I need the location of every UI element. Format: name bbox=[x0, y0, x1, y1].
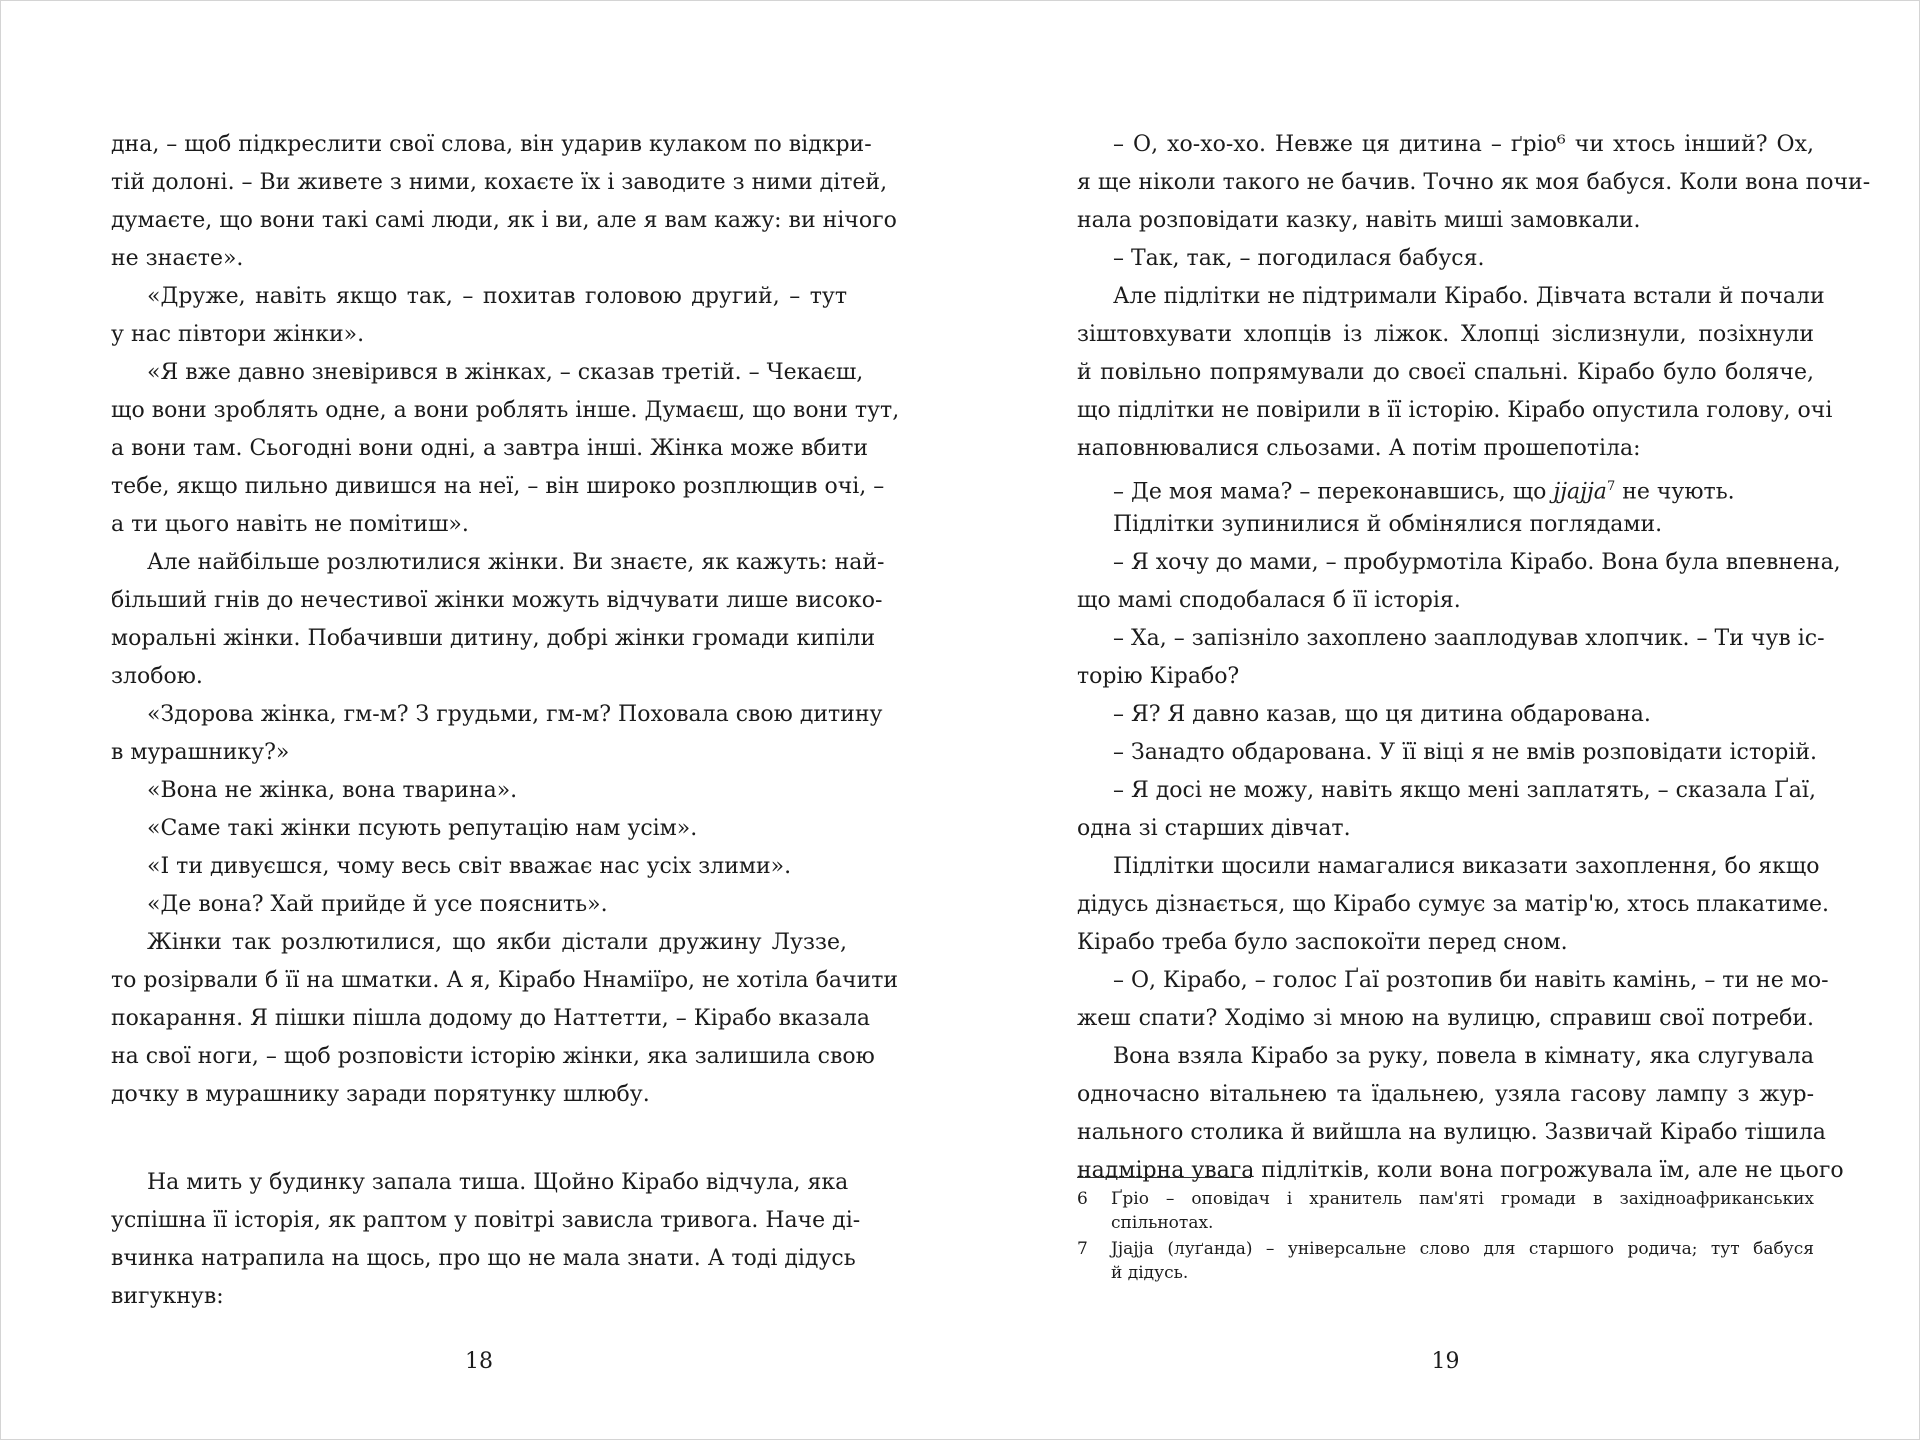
line-text: – Де моя мама? – переконавшись, що bbox=[1113, 479, 1554, 505]
left-page-text-line: а ти цього навіть не помітиш». bbox=[111, 512, 469, 537]
right-page-text-line: – Я? Я давно казав, що ця дитина обдарована. bbox=[1113, 702, 1651, 727]
right-page-text-line: – Так, так, – погодилася бабуся. bbox=[1113, 246, 1485, 271]
footnote bbox=[1077, 1237, 1814, 1262]
left-page-text-line: на свої ноги, – щоб розповісти історію жінки, яка залишила свою bbox=[111, 1044, 875, 1069]
right-page-text-line: дідусь дізнається, що Кірабо сумує за матір'ю, хтось плакатиме. bbox=[1077, 892, 1829, 917]
page-number-right: 19 bbox=[1431, 1349, 1460, 1374]
left-page-text-line: то розірвали б її на шматки. А я, Кірабо Ннаміїро, не хотіла бачити bbox=[111, 968, 899, 993]
left-page-text-line: Жінки так розлютилися, що якби дістали дружину Луззе, bbox=[147, 930, 847, 955]
left-page-text-line: дна, – щоб підкреслити свої слова, він ударив кулаком по відкри- bbox=[111, 132, 872, 157]
left-page-text-line: у нас півтори жінки». bbox=[111, 322, 365, 347]
footnote-continuation bbox=[1077, 1261, 1814, 1286]
right-page-text-line: – Занадто обдарована. У її віці я не вмів розповідати історій. bbox=[1113, 740, 1818, 765]
right-page-text-line: – Я досі не можу, навіть якщо мені заплатять, – сказала Ґаї, bbox=[1113, 778, 1816, 803]
left-page-text-line: «І ти дивуєшся, чому весь світ вважає нас усіх злими». bbox=[147, 854, 792, 879]
right-page-text-line: жеш спати? Ходімо зі мною на вулицю, справиш свої потреби. bbox=[1077, 1006, 1814, 1031]
left-page-text-line: вчинка натрапила на щось, про що не мала знати. А тоді дідусь bbox=[111, 1246, 856, 1271]
left-page-text-line: «Здорова жінка, гм-м? З грудьми, гм-м? Поховала свою дитину bbox=[147, 702, 883, 727]
left-page-text-line: злобою. bbox=[111, 664, 203, 689]
left-page-text-line: тебе, якщо пильно дивишся на неї, – він широко розплющив очі, – bbox=[111, 474, 885, 499]
footnote-text: спільнотах. bbox=[1111, 1213, 1214, 1233]
left-page-text-line: успішна її історія, як раптом у повітрі зависла тривога. Наче ді- bbox=[111, 1208, 861, 1233]
left-page-text-line: а вони там. Сьогодні вони одні, а завтра інші. Жінка може вбити bbox=[111, 436, 869, 461]
footnote-continuation bbox=[1077, 1211, 1814, 1236]
left-page bbox=[111, 1, 900, 1439]
left-page-text-line: тій долоні. – Ви живете з ними, кохаєте їх і заводите з ними дітей, bbox=[111, 170, 888, 195]
right-page-text-line: – Я хочу до мами, – пробурмотіла Кірабо. Вона була впевнена, bbox=[1113, 550, 1841, 575]
left-page-text-line: «Де вона? Хай прийде й усе пояснить». bbox=[147, 892, 608, 917]
footnote-reference: 7 bbox=[1606, 479, 1616, 494]
footnote-text: Ґріо – оповідач і хранитель пам'яті громади в західноафриканських bbox=[1111, 1189, 1814, 1209]
right-page-text-line: нального столика й вийшла на вулицю. Зазвичай Кірабо тішила bbox=[1077, 1120, 1826, 1145]
left-page-text-line: більший гнів до нечестивої жінки можуть відчувати лише високо- bbox=[111, 588, 883, 613]
left-page-text-line: Але найбільше розлютилися жінки. Ви знаєте, як кажуть: най- bbox=[147, 550, 885, 575]
right-page-text-line: торію Кірабо? bbox=[1077, 664, 1240, 689]
right-page-text-line: нала розповідати казку, навіть миші замовкали. bbox=[1077, 208, 1641, 233]
right-page-text-line: що підлітки не повірили в її історію. Кірабо опустила голову, очі bbox=[1077, 398, 1833, 423]
right-page-text-line: Кірабо треба було заспокоїти перед сном. bbox=[1077, 930, 1568, 955]
footnote-text: Jjajja (луґанда) – універсальне слово для старшого родича; тут бабуся bbox=[1111, 1239, 1814, 1259]
footnote bbox=[1077, 1187, 1814, 1212]
right-page-text-line: одна зі старших дівчат. bbox=[1077, 816, 1351, 841]
left-page-text-line: дочку в мурашнику заради порятунку шлюбу. bbox=[111, 1082, 650, 1107]
italic-word: jjajja bbox=[1553, 479, 1607, 505]
right-page-text-line: – О, хо-хо-хо. Невже ця дитина – ґріо⁶ чи хтось інший? Ох, bbox=[1113, 132, 1814, 157]
left-page-text-line: думаєте, що вони такі самі люди, як і ви, але я вам кажу: ви нічого bbox=[111, 208, 897, 233]
right-page-text-line: Але підлітки не підтримали Кірабо. Дівчата встали й почали bbox=[1113, 284, 1825, 309]
right-page-text-line: – О, Кірабо, – голос Ґаї розтопив би навіть камінь, – ти не мо- bbox=[1113, 968, 1829, 993]
footnote-text: й дідусь. bbox=[1111, 1263, 1189, 1283]
left-page-text-line: На мить у будинку запала тиша. Щойно Кірабо відчула, яка bbox=[147, 1170, 849, 1195]
right-page-text-line: надмірна увага підлітків, коли вона погрожувала їм, але не цього bbox=[1077, 1158, 1844, 1183]
left-page-text-line: «Я вже давно зневірився в жінках, – сказав третій. – Чекаєш, bbox=[147, 360, 864, 385]
right-page bbox=[1077, 1, 1871, 1439]
left-page-text-line: моральні жінки. Побачивши дитину, добрі жінки громади кипіли bbox=[111, 626, 876, 651]
left-page-text-line: «Саме такі жінки псують репутацію нам усім». bbox=[147, 816, 698, 841]
right-page-text-line: й повільно попрямували до своєї спальні. Кірабо було боляче, bbox=[1077, 360, 1814, 385]
left-page-text-line: в мурашнику?» bbox=[111, 740, 290, 765]
right-page-text-line: наповнювалися сльозами. А потім прошепотіла: bbox=[1077, 436, 1641, 461]
right-page-text-line bbox=[1077, 471, 1814, 503]
footnote-number: 7 bbox=[1077, 1239, 1088, 1259]
right-page-text-line: зіштовхувати хлопців із ліжок. Хлопці зіслизнули, позіхнули bbox=[1077, 322, 1814, 347]
footnote-rule bbox=[1077, 1177, 1251, 1178]
left-page-text-line: не знаєте». bbox=[111, 246, 244, 271]
left-page-text-line: «Вона не жінка, вона тварина». bbox=[147, 778, 518, 803]
left-page-text-line: що вони зроблять одне, а вони роблять інше. Думаєш, що вони тут, bbox=[111, 398, 900, 423]
left-page-text-line: «Друже, навіть якщо так, – похитав головою другий, – тут bbox=[147, 284, 847, 309]
left-page-text-line: покарання. Я пішки пішла додому до Наттетти, – Кірабо вказала bbox=[111, 1006, 870, 1031]
right-page-text-line: що мамі сподобалася б її історія. bbox=[1077, 588, 1461, 613]
right-page-text-line: Вона взяла Кірабо за руку, повела в кімнату, яка слугувала bbox=[1113, 1044, 1814, 1069]
right-page-text-line: одночасно вітальнею та їдальнею, узяла гасову лампу з жур- bbox=[1077, 1082, 1814, 1107]
right-page-text-line: Підлітки щосили намагалися виказати захоплення, бо якщо bbox=[1113, 854, 1820, 879]
right-page-text-line: я ще ніколи такого не бачив. Точно як моя бабуся. Коли вона почи- bbox=[1077, 170, 1871, 195]
page-number-left: 18 bbox=[465, 1349, 493, 1374]
line-text: не чують. bbox=[1615, 479, 1735, 505]
footnote-number: 6 bbox=[1077, 1189, 1088, 1209]
right-page-text-line: – Ха, – запізніло захоплено зааплодував хлопчик. – Ти чув іс- bbox=[1113, 626, 1825, 651]
right-page-text-line: Підлітки зупинилися й обмінялися поглядами. bbox=[1113, 512, 1663, 537]
left-page-text-line: вигукнув: bbox=[111, 1284, 224, 1309]
